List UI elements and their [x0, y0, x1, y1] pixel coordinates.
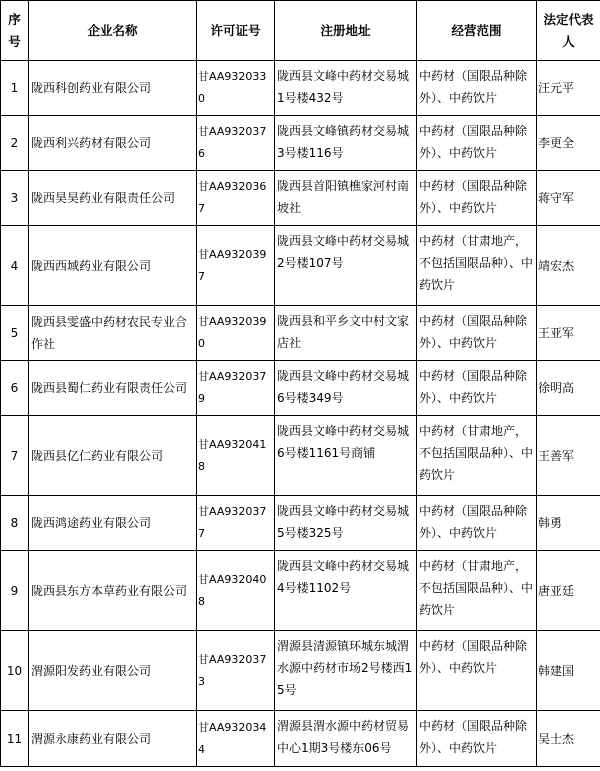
table-row	[1, 226, 600, 306]
header-address: 注册地址	[275, 1, 417, 61]
header-license: 许可证号	[197, 1, 275, 61]
cell-license: 甘AA9320367	[197, 171, 275, 226]
cell-license: 甘AA9320408	[197, 551, 275, 631]
cell-name: 陇西昊昊药业有限责任公司	[29, 171, 197, 226]
cell-no: 5	[1, 306, 29, 361]
cell-no: 6	[1, 361, 29, 416]
cell-scope: 中药材（甘肃地产，不包括国限品种）、中药饮片	[417, 551, 537, 631]
cell-no: 2	[1, 116, 29, 171]
cell-address: 陇西县文峰镇药材交易城3号楼116号	[275, 116, 417, 171]
cell-rep: 唐亚廷	[537, 551, 600, 631]
cell-license: 甘AA9320418	[197, 416, 275, 496]
cell-no: 4	[1, 226, 29, 306]
header-scope: 经营范围	[417, 1, 537, 61]
cell-name: 陇西县蜀仁药业有限责任公司	[29, 361, 197, 416]
cell-rep: 韩建国	[537, 631, 600, 711]
table-row	[1, 171, 600, 226]
cell-no: 8	[1, 496, 29, 551]
cell-scope: 中药材（国限品种除外）、中药饮片	[417, 306, 537, 361]
cell-rep: 王善军	[537, 416, 600, 496]
cell-address: 渭源县清源镇环城东城渭水源中药材市场2号楼西15号	[275, 631, 417, 711]
cell-scope: 中药材（国限品种除外）、中药饮片	[417, 711, 537, 767]
header-name: 企业名称	[29, 1, 197, 61]
cell-rep: 韩勇	[537, 496, 600, 551]
cell-scope: 中药材（国限品种除外）、中药饮片	[417, 171, 537, 226]
table-row	[1, 551, 600, 631]
cell-name: 陇西县亿仁药业有限公司	[29, 416, 197, 496]
cell-no: 9	[1, 551, 29, 631]
cell-scope: 中药材（国限品种除外）、中药饮片	[417, 631, 537, 711]
cell-name: 陇西利兴药材有限公司	[29, 116, 197, 171]
cell-name: 陇西县东方本草药业有限公司	[29, 551, 197, 631]
cell-name: 渭源阳发药业有限公司	[29, 631, 197, 711]
cell-address: 陇西县首阳镇樵家河村南坡社	[275, 171, 417, 226]
cell-license: 甘AA9320377	[197, 496, 275, 551]
cell-rep: 徐明高	[537, 361, 600, 416]
cell-rep: 李更全	[537, 116, 600, 171]
cell-license: 甘AA9320330	[197, 61, 275, 116]
cell-no: 11	[1, 711, 29, 767]
table-row	[1, 361, 600, 416]
table-row	[1, 631, 600, 711]
cell-address: 陇西县文峰中药材交易城6号楼1161号商铺	[275, 416, 417, 496]
cell-address: 陇西县文峰中药材交易城4号楼1102号	[275, 551, 417, 631]
table-row	[1, 496, 600, 551]
cell-scope: 中药材（甘肃地产，不包括国限品种）、中药饮片	[417, 416, 537, 496]
cell-no: 10	[1, 631, 29, 711]
table-row	[1, 416, 600, 496]
cell-name: 陇西县雯盛中药材农民专业合作社	[29, 306, 197, 361]
cell-address: 陇西县文峰中药材交易城6号楼349号	[275, 361, 417, 416]
cell-scope: 中药材（国限品种除外）、中药饮片	[417, 116, 537, 171]
cell-rep: 汪元平	[537, 61, 600, 116]
cell-license: 甘AA9320397	[197, 226, 275, 306]
cell-no: 3	[1, 171, 29, 226]
cell-address: 陇西县文峰中药材交易城5号楼325号	[275, 496, 417, 551]
cell-license: 甘AA9320344	[197, 711, 275, 767]
cell-no: 7	[1, 416, 29, 496]
header-row	[1, 1, 600, 61]
cell-address: 渭源县渭水源中药材贸易中心1期3号楼东06号	[275, 711, 417, 767]
cell-no: 1	[1, 61, 29, 116]
cell-scope: 中药材（国限品种除外）、中药饮片	[417, 496, 537, 551]
cell-name: 陇西鸿途药业有限公司	[29, 496, 197, 551]
header-no: 序号	[1, 1, 29, 61]
cell-license: 甘AA9320379	[197, 361, 275, 416]
table-row	[1, 306, 600, 361]
cell-name: 陇西科创药业有限公司	[29, 61, 197, 116]
cell-license: 甘AA9320376	[197, 116, 275, 171]
cell-scope: 中药材（国限品种除外）、中药饮片	[417, 61, 537, 116]
cell-rep: 王亚军	[537, 306, 600, 361]
cell-license: 甘AA9320390	[197, 306, 275, 361]
cell-name: 陇西西域药业有限公司	[29, 226, 197, 306]
cell-scope: 中药材（国限品种除外）、中药饮片	[417, 361, 537, 416]
cell-rep: 蒋守军	[537, 171, 600, 226]
table-row	[1, 61, 600, 116]
cell-address: 陇西县文峰中药材交易城2号楼107号	[275, 226, 417, 306]
cell-address: 陇西县和平乡文中村文家店社	[275, 306, 417, 361]
cell-name: 渭源永康药业有限公司	[29, 711, 197, 767]
cell-rep: 吴士杰	[537, 711, 600, 767]
cell-rep: 靖宏杰	[537, 226, 600, 306]
table-row	[1, 116, 600, 171]
header-rep: 法定代表人	[537, 1, 600, 61]
cell-address: 陇西县文峰中药材交易城1号楼432号	[275, 61, 417, 116]
cell-scope: 中药材（甘肃地产，不包括国限品种）、中药饮片	[417, 226, 537, 306]
cell-license: 甘AA9320373	[197, 631, 275, 711]
table-row	[1, 711, 600, 767]
